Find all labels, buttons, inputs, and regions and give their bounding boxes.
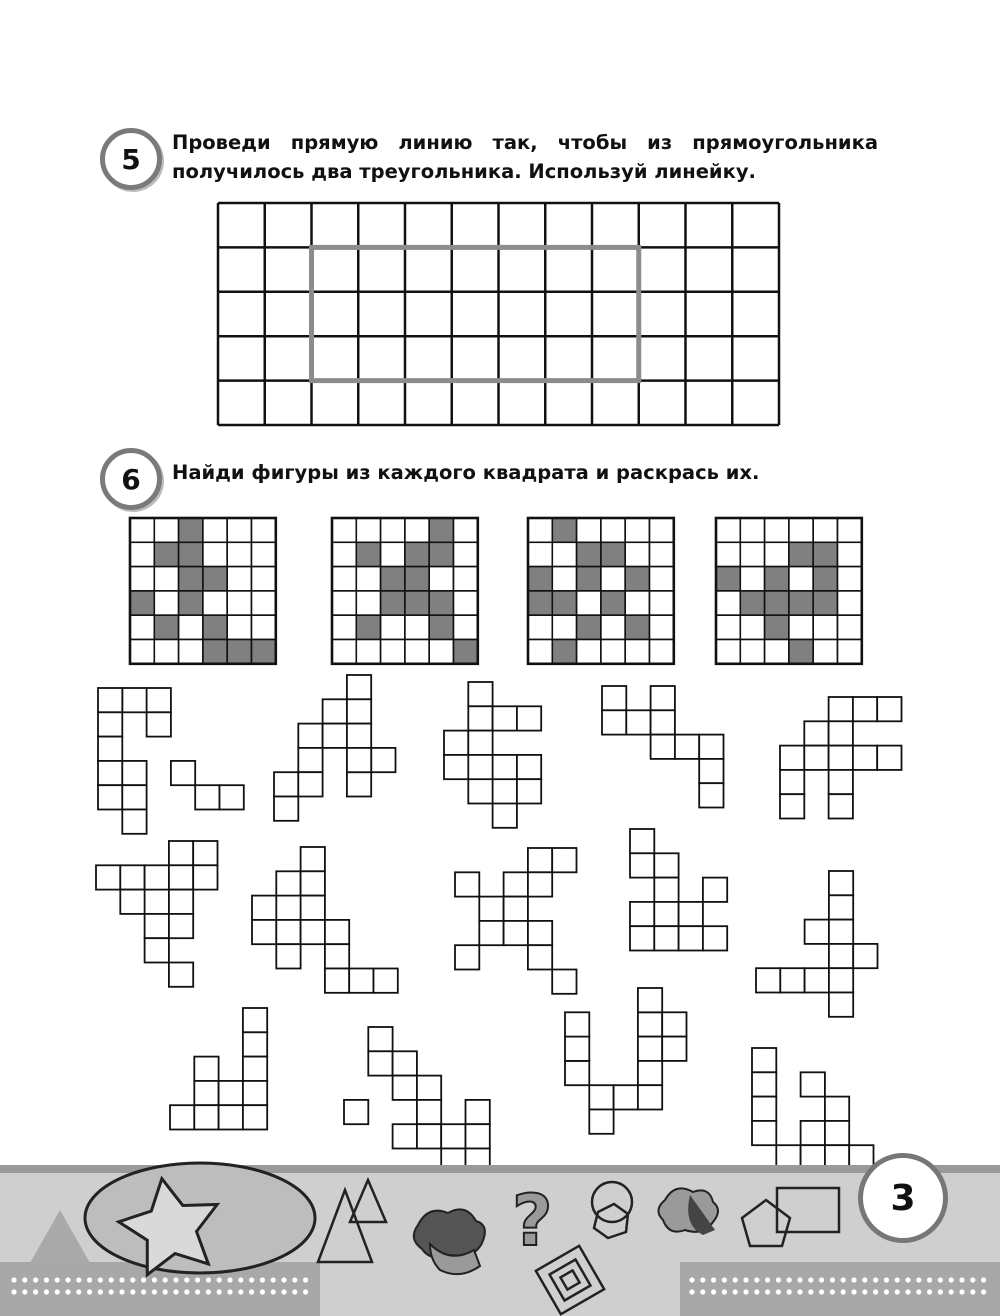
dot	[217, 1289, 222, 1294]
dot	[87, 1289, 92, 1294]
dot	[87, 1277, 92, 1282]
dot	[173, 1289, 178, 1294]
task-5-number-text: 5	[121, 142, 141, 176]
dot	[765, 1289, 770, 1294]
dot	[970, 1289, 975, 1294]
page-number	[858, 1153, 948, 1243]
dot	[119, 1289, 124, 1294]
dot	[981, 1289, 986, 1294]
task-6-number-text: 6	[121, 462, 141, 496]
dot	[949, 1289, 954, 1294]
dot	[808, 1277, 813, 1282]
dot	[55, 1277, 60, 1282]
dot	[141, 1277, 146, 1282]
dot	[119, 1277, 124, 1282]
dot	[938, 1289, 943, 1294]
dot	[797, 1289, 802, 1294]
dot	[851, 1289, 856, 1294]
dot	[905, 1277, 910, 1282]
dot	[184, 1277, 189, 1282]
dot	[303, 1277, 308, 1282]
dot	[130, 1289, 135, 1294]
dot	[862, 1277, 867, 1282]
dot	[217, 1277, 222, 1282]
dot	[163, 1277, 168, 1282]
dot	[830, 1289, 835, 1294]
dot	[130, 1277, 135, 1282]
dot	[152, 1289, 157, 1294]
dot	[819, 1277, 824, 1282]
dot	[787, 1289, 792, 1294]
dot	[927, 1289, 932, 1294]
dot	[292, 1289, 297, 1294]
question-mark-icon	[512, 1180, 553, 1262]
dot	[22, 1277, 27, 1282]
dot	[238, 1277, 243, 1282]
dot	[841, 1289, 846, 1294]
dot	[65, 1277, 70, 1282]
dot	[11, 1289, 16, 1294]
dot	[271, 1289, 276, 1294]
task-5-text: Проведи прямую линию так, чтобы из прямоугольника получилось два треугольника. Используй линейку.	[172, 131, 878, 183]
page-number-text: 3	[890, 1177, 916, 1219]
dot	[260, 1289, 265, 1294]
dot	[743, 1277, 748, 1282]
puzzle-icon-2	[658, 1188, 718, 1235]
dot	[206, 1289, 211, 1294]
dot	[733, 1277, 738, 1282]
dot	[141, 1289, 146, 1294]
dot	[206, 1277, 211, 1282]
task-6-text: Найди фигуры из каждого квадрата и раскрась их.	[172, 461, 760, 484]
dot	[689, 1289, 694, 1294]
svg-text:?: ?	[512, 1180, 553, 1262]
dot	[927, 1277, 932, 1282]
dot	[184, 1289, 189, 1294]
dot	[65, 1289, 70, 1294]
dot	[733, 1289, 738, 1294]
dot	[895, 1277, 900, 1282]
dot	[722, 1289, 727, 1294]
dot	[981, 1277, 986, 1282]
dot	[841, 1277, 846, 1282]
dot	[776, 1277, 781, 1282]
dot	[808, 1289, 813, 1294]
dot	[873, 1289, 878, 1294]
dot	[109, 1289, 114, 1294]
dot	[722, 1277, 727, 1282]
dot	[700, 1277, 705, 1282]
dot	[938, 1277, 943, 1282]
dot	[249, 1289, 254, 1294]
dot	[238, 1289, 243, 1294]
dot	[916, 1277, 921, 1282]
dot	[959, 1277, 964, 1282]
dot	[260, 1277, 265, 1282]
dot	[689, 1277, 694, 1282]
dot	[884, 1289, 889, 1294]
dot	[884, 1277, 889, 1282]
dot	[292, 1277, 297, 1282]
dot	[44, 1289, 49, 1294]
dot	[281, 1277, 286, 1282]
dot	[700, 1289, 705, 1294]
dot	[173, 1277, 178, 1282]
dot	[711, 1289, 716, 1294]
dot	[970, 1277, 975, 1282]
dot	[851, 1277, 856, 1282]
dot	[227, 1277, 232, 1282]
dot	[895, 1289, 900, 1294]
dot	[754, 1289, 759, 1294]
dot	[227, 1289, 232, 1294]
dot	[163, 1289, 168, 1294]
dot	[905, 1289, 910, 1294]
dot	[195, 1289, 200, 1294]
dot	[949, 1277, 954, 1282]
dot	[249, 1277, 254, 1282]
dot	[152, 1277, 157, 1282]
footer-right-strip	[680, 1262, 1000, 1316]
dot	[819, 1289, 824, 1294]
dot	[959, 1289, 964, 1294]
dot	[281, 1289, 286, 1294]
dot	[797, 1277, 802, 1282]
dot	[754, 1277, 759, 1282]
dot	[776, 1289, 781, 1294]
dot	[44, 1277, 49, 1282]
dot	[98, 1289, 103, 1294]
dot	[109, 1277, 114, 1282]
dot	[33, 1277, 38, 1282]
dot	[830, 1277, 835, 1282]
dot	[55, 1289, 60, 1294]
dot	[76, 1277, 81, 1282]
dot	[873, 1277, 878, 1282]
dot	[303, 1289, 308, 1294]
dot	[862, 1289, 867, 1294]
dot	[765, 1277, 770, 1282]
dot	[195, 1277, 200, 1282]
dot	[33, 1289, 38, 1294]
dot	[787, 1277, 792, 1282]
dot	[98, 1277, 103, 1282]
dot	[76, 1289, 81, 1294]
dot	[743, 1289, 748, 1294]
dot	[11, 1277, 16, 1282]
dot	[711, 1277, 716, 1282]
dot	[271, 1277, 276, 1282]
dot	[916, 1289, 921, 1294]
dot	[22, 1289, 27, 1294]
